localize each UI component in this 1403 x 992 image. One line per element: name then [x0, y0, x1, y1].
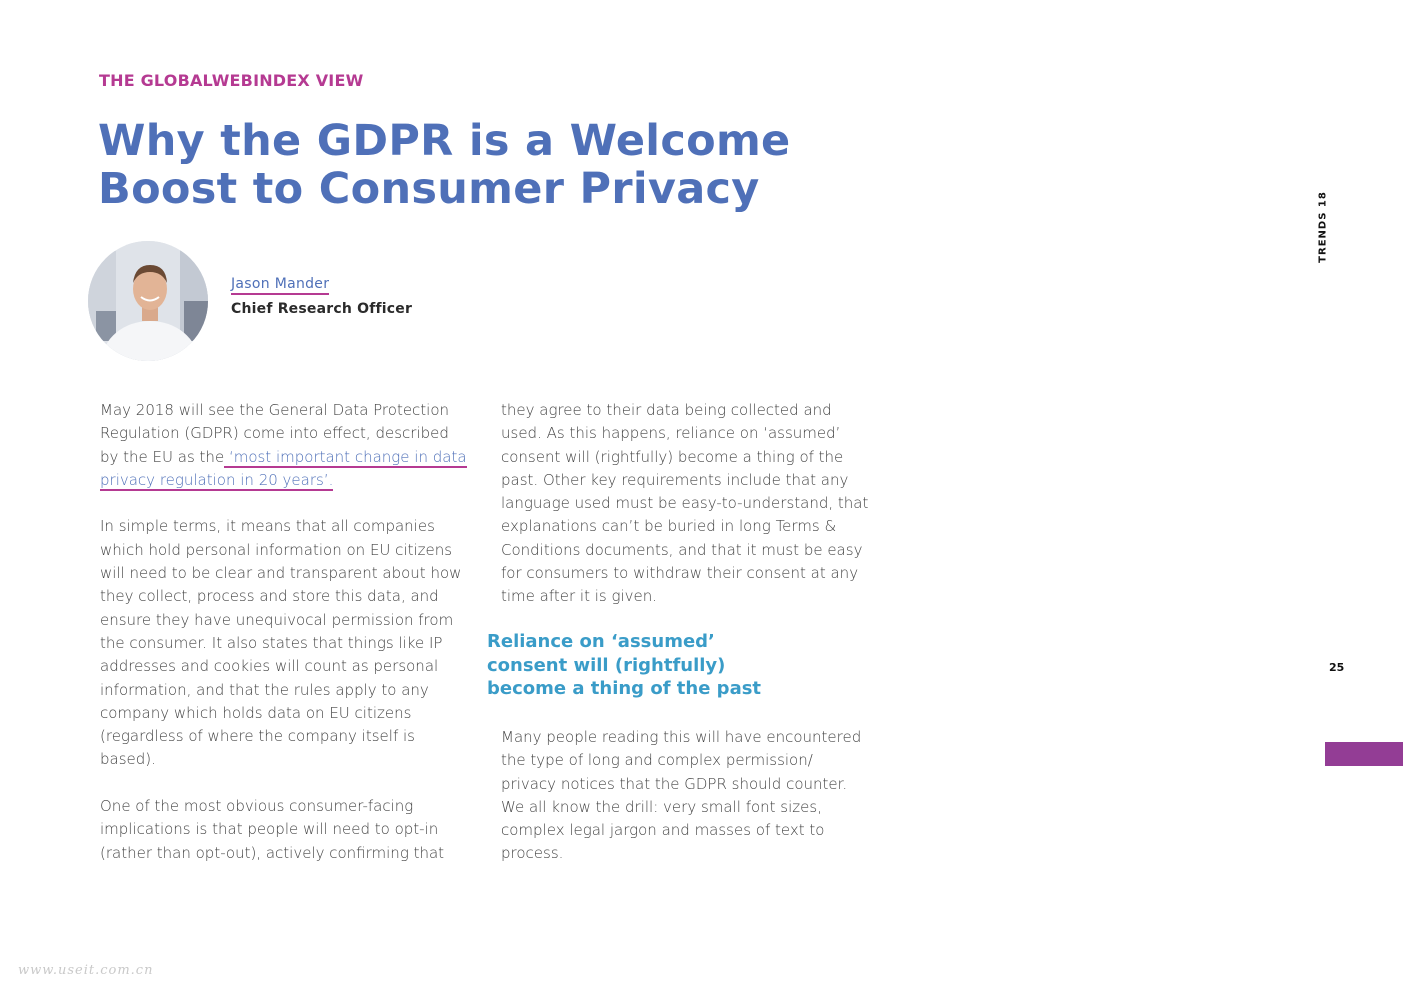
text-line: past. Other key requirements include that any — [501, 470, 849, 489]
link-text: ‘most important change in data — [224, 447, 467, 466]
author-photo-illustration — [88, 241, 208, 361]
text-line: language used must be easy-to-understand, that — [501, 494, 869, 513]
author-role: Chief Research Officer — [231, 301, 413, 317]
text-line: Regulation (GDPR) come into effect, described — [100, 424, 449, 443]
text-line: time after it is given. — [501, 587, 658, 606]
right-paragraph-2 — [501, 726, 861, 866]
text-line: which hold personal information on EU citizens — [100, 540, 453, 559]
text-line: Many people reading this will have encountered — [501, 728, 862, 746]
author-avatar — [88, 241, 208, 361]
text-line: process. — [501, 844, 564, 863]
publication-label: TRENDS 18 — [1317, 191, 1329, 263]
right-paragraph-1 — [501, 399, 881, 609]
text-line: explanations can’t be buried in long Terms & — [501, 517, 837, 536]
text-line: information, and that the rules apply to any — [100, 680, 429, 699]
text-line: May 2018 will see the General Data Protection — [100, 401, 450, 419]
title-line-1: Why the GDPR is a Welcome — [98, 116, 791, 166]
text-line: (regardless of where the company itself is — [100, 727, 415, 746]
pull-quote-line: become a thing of the past — [487, 678, 762, 699]
text-line: Conditions documents, and that it must be easy — [501, 540, 863, 559]
text-line: In simple terms, it means that all companies — [100, 517, 435, 536]
left-paragraph-1 — [100, 399, 475, 492]
pull-quote — [487, 630, 787, 701]
title-line-2: Boost to Consumer Privacy — [98, 164, 760, 214]
text-line: One of the most obvious consumer-facing — [100, 797, 414, 816]
text-line: We all know the drill: very small font sizes, — [501, 797, 822, 816]
text-line: they agree to their data being collected and — [501, 401, 832, 419]
text-line: the type of long and complex permission/ — [501, 751, 813, 770]
left-paragraph-3 — [100, 795, 475, 865]
text-line: the consumer. It also states that things like IP — [100, 633, 443, 652]
text-line: will need to be clear and transparent about how — [100, 564, 462, 583]
author-name-link[interactable]: Jason Mander — [231, 276, 329, 295]
right-column — [501, 399, 881, 632]
accent-tab — [1325, 742, 1403, 766]
gdpr-quote-link[interactable] — [224, 448, 466, 468]
text-line: privacy notices that the GDPR should counter. — [501, 774, 848, 793]
text-line: company which holds data on EU citizens — [100, 703, 412, 722]
page-number: 25 — [1329, 661, 1345, 674]
text-line: ensure they have unequivocal permission from — [100, 610, 454, 629]
left-column — [100, 399, 475, 888]
right-column-continued — [501, 726, 861, 889]
text-line: (rather than opt-out), actively confirming that — [100, 843, 445, 862]
text-line: consent will (rightfully) become a thing of the — [501, 447, 844, 466]
text-line: based). — [100, 750, 156, 769]
left-paragraph-2 — [100, 515, 475, 771]
link-text: privacy regulation in 20 years’. — [100, 470, 334, 489]
text-line: implications is that people will need to opt-in — [100, 820, 439, 839]
text-line: they collect, process and store this data, and — [100, 587, 439, 606]
text-line: addresses and cookies will count as personal — [100, 657, 439, 676]
text-line: for consumers to withdraw their consent at any — [501, 564, 859, 583]
section-kicker: THE GLOBALWEBINDEX VIEW — [99, 71, 364, 90]
text-line: used. As this happens, reliance on ‘assumed’ — [501, 424, 841, 443]
text-line: by the EU as the — [100, 447, 225, 466]
gdpr-quote-link-continued[interactable] — [100, 471, 333, 491]
pull-quote-line: consent will (rightfully) — [487, 654, 726, 676]
watermark-text: www.useit.com.cn — [18, 963, 154, 978]
text-line: complex legal jargon and masses of text to — [501, 821, 825, 840]
pull-quote-line: Reliance on ‘assumed’ — [487, 631, 715, 652]
page-title — [98, 117, 858, 213]
